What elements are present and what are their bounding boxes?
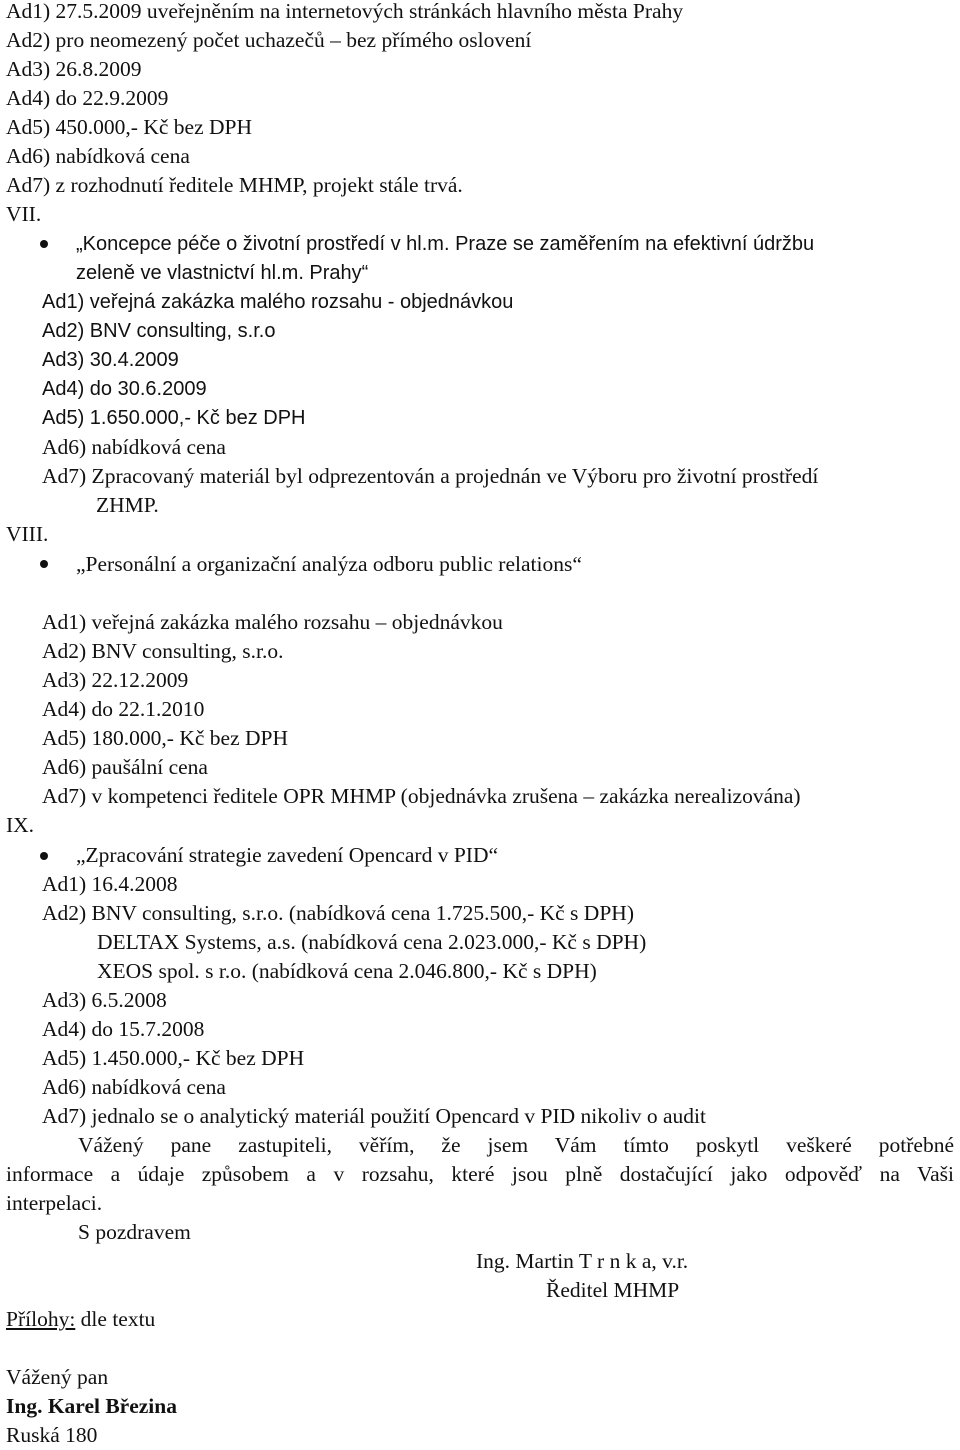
s8-ad3: Ad3) 22.12.2009 <box>42 668 189 692</box>
s7-ad4: Ad4) do 30.6.2009 <box>42 378 207 400</box>
s9-ad1: Ad1) 16.4.2008 <box>42 872 178 896</box>
closing-paragraph-line1: Vážený pane zastupiteli, věřím, že jsem Vám tímto poskytl veškeré potřebné <box>78 1133 954 1157</box>
s7-ad6: Ad6) nabídková cena <box>42 435 226 459</box>
s9-ad6: Ad6) nabídková cena <box>42 1075 226 1099</box>
s1-ad1: Ad1) 27.5.2009 uveřejněním na internetových stránkách hlavního města Prahy <box>6 0 684 23</box>
s7-ad7-line2: ZHMP. <box>96 493 159 517</box>
s9-ad2-bidder2: DELTAX Systems, a.s. (nabídková cena 2.023.000,- Kč s DPH) <box>97 930 647 954</box>
s8-title: „Personální a organizační analýza odboru public relations“ <box>76 552 582 576</box>
signer-name: Ing. Martin T r n k a, v.r. <box>476 1249 689 1273</box>
s8-ad7: Ad7) v kompetenci ředitele OPR MHMP (objednávka zrušena – zakázka nerealizována) <box>42 784 801 808</box>
s1-ad7: Ad7) z rozhodnutí ředitele MHMP, projekt stále trvá. <box>6 173 463 197</box>
s9-ad4: Ad4) do 15.7.2008 <box>42 1017 205 1041</box>
s9-title: „Zpracování strategie zavedení Opencard v PID“ <box>76 843 499 867</box>
bullet-icon <box>40 240 48 248</box>
s7-ad7-line1: Ad7) Zpracovaný materiál byl odprezentován a projednán ve Výboru pro životní prostředí <box>42 464 819 488</box>
attachments-label: Přílohy: <box>6 1307 76 1331</box>
addressee-name: Ing. Karel Březina <box>6 1394 177 1418</box>
s9-ad3: Ad3) 6.5.2008 <box>42 988 167 1012</box>
s7-ad5: Ad5) 1.650.000,- Kč bez DPH <box>42 407 306 429</box>
s9-ad7: Ad7) jednalo se o analytický materiál použití Opencard v PID nikoliv o audit <box>42 1104 706 1128</box>
s8-ad2: Ad2) BNV consulting, s.r.o. <box>42 639 284 663</box>
s7-ad3: Ad3) 30.4.2009 <box>42 349 179 371</box>
s7-title-line1: „Koncepce péče o životní prostředí v hl.m. Praze se zaměřením na efektivní údržbu <box>76 233 815 255</box>
s9-ad2-bidder3: XEOS spol. s r.o. (nabídková cena 2.046.800,- Kč s DPH) <box>97 959 597 983</box>
bullet-icon <box>40 560 48 568</box>
attachments <box>6 1305 155 1334</box>
s8-ad1: Ad1) veřejná zakázka malého rozsahu – objednávkou <box>42 610 503 634</box>
s1-ad2: Ad2) pro neomezený počet uchazečů – bez příméhо oslovení <box>6 28 532 52</box>
greeting: S pozdravem <box>78 1220 191 1244</box>
bullet-icon <box>40 852 48 860</box>
s7-title-line2: zeleně ve vlastnictví hl.m. Prahy“ <box>76 262 369 284</box>
s1-ad6: Ad6) nabídková cena <box>6 144 190 168</box>
s9-ad2: Ad2) BNV consulting, s.r.o. (nabídková cena 1.725.500,- Kč s DPH) <box>42 901 634 925</box>
signer-title: Ředitel MHMP <box>546 1278 680 1302</box>
closing-paragraph-line3: interpelaci. <box>6 1191 103 1215</box>
section-number-vii: VII. <box>6 202 42 226</box>
section-number-ix: IX. <box>6 813 35 837</box>
s7-ad2: Ad2) BNV consulting, s.r.o <box>42 320 276 342</box>
addressee-street: Ruská 180 <box>6 1423 98 1447</box>
s1-ad3: Ad3) 26.8.2009 <box>6 57 142 81</box>
s8-ad6: Ad6) paušální cena <box>42 755 208 779</box>
section-number-viii: VIII. <box>6 522 49 546</box>
attachments-value: dle textu <box>75 1307 156 1331</box>
s1-ad4: Ad4) do 22.9.2009 <box>6 86 169 110</box>
s8-ad5: Ad5) 180.000,- Kč bez DPH <box>42 726 289 750</box>
addressee-salutation: Vážený pan <box>6 1365 109 1389</box>
s1-ad5: Ad5) 450.000,- Kč bez DPH <box>6 115 253 139</box>
s7-ad1: Ad1) veřejná zakázka malého rozsahu - objednávkou <box>42 291 514 313</box>
s9-ad5: Ad5) 1.450.000,- Kč bez DPH <box>42 1046 305 1070</box>
closing-paragraph-line2: informace a údaje způsobem a v rozsahu, které jsou plně dostačující jako odpověď na Vaši <box>6 1162 954 1186</box>
s8-ad4: Ad4) do 22.1.2010 <box>42 697 205 721</box>
